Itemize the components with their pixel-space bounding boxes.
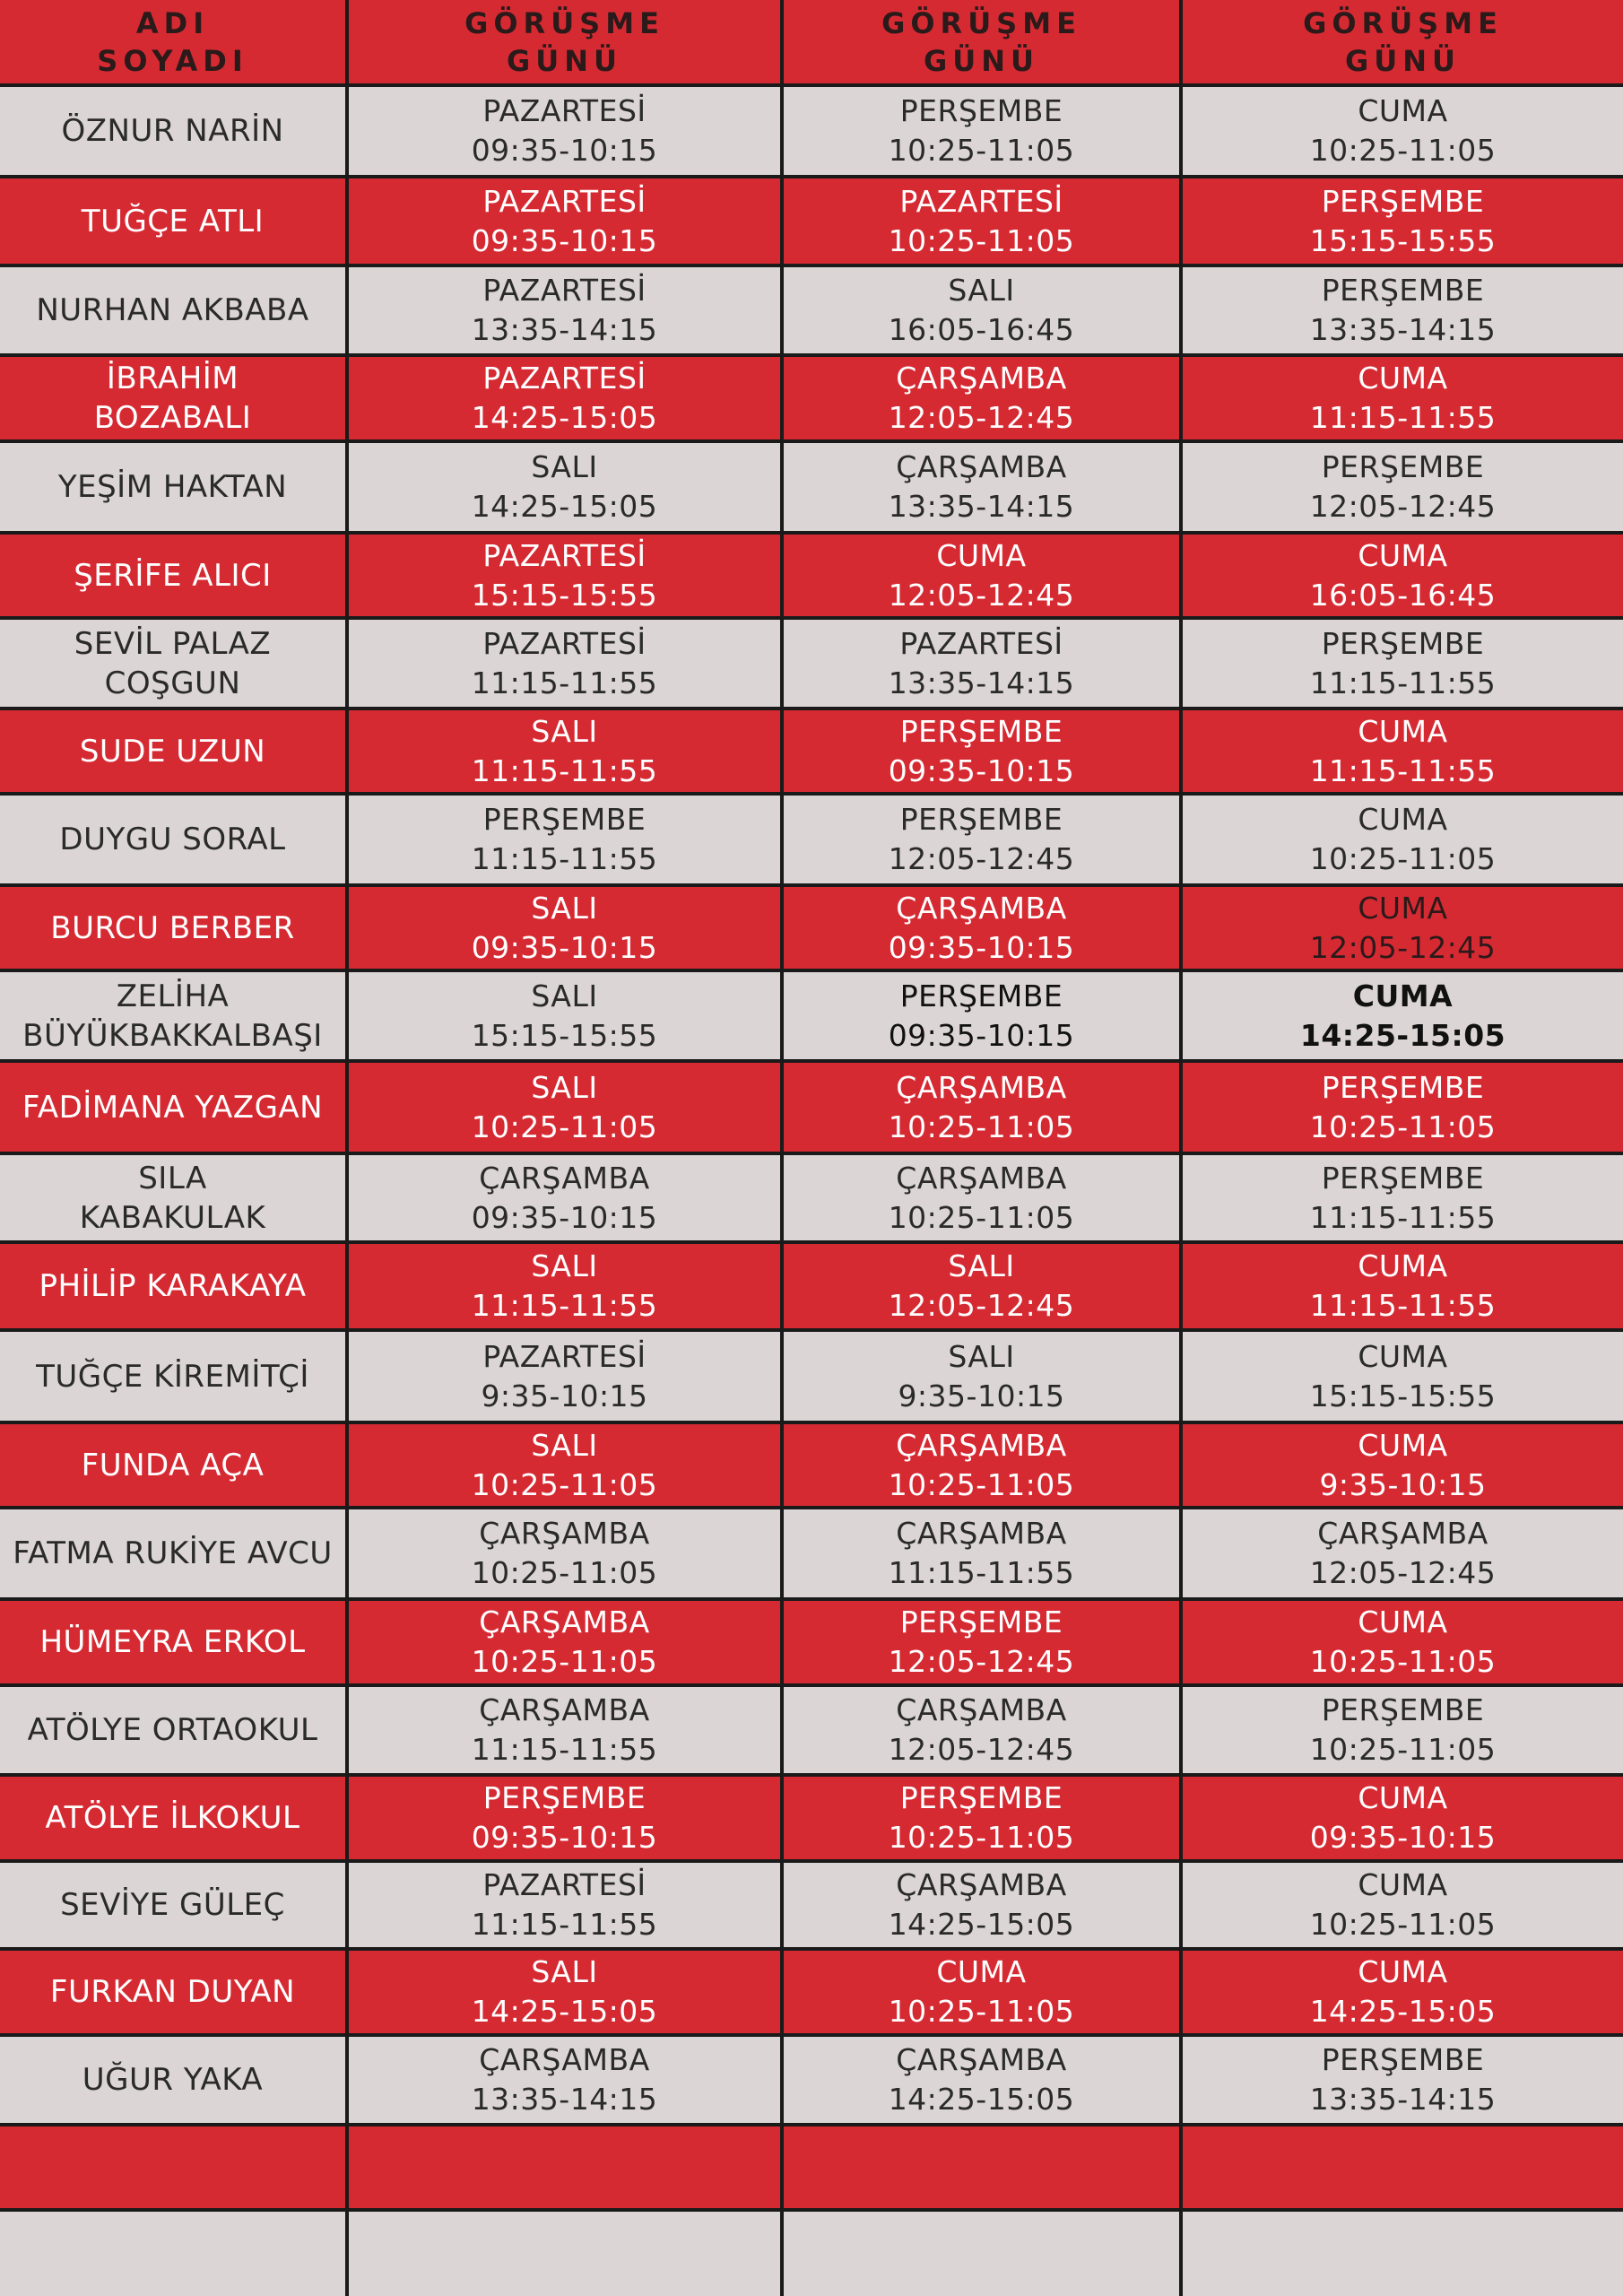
- cell-name: SEVİL PALAZ COŞGUN: [74, 625, 272, 701]
- cell-name: ATÖLYE ORTAOKUL: [27, 1712, 318, 1748]
- cell-name: NURHAN AKBABA: [36, 292, 309, 328]
- cell-name: [0, 2126, 345, 2208]
- cell-day1: SALI 15:15-15:55: [345, 972, 780, 1059]
- table-row: [0, 1863, 1623, 1951]
- cell-day3: CUMA 12:05-12:45: [1179, 887, 1623, 969]
- cell-day2: [780, 2212, 1179, 2296]
- cell-day1: PAZARTESİ 09:35-10:15: [345, 178, 780, 264]
- header-day3: GÖRÜŞME GÜNÜ: [1179, 0, 1623, 83]
- cell-day3: CUMA 10:25-11:05: [1179, 87, 1623, 175]
- table-row: [0, 1332, 1623, 1424]
- cell-name: FUNDA AÇA: [81, 1447, 265, 1483]
- cell-day3: CUMA 11:15-11:55: [1179, 1244, 1623, 1328]
- cell-day1: SALI 14:25-15:05: [345, 1951, 780, 2033]
- table-row-empty: [0, 2212, 1623, 2296]
- cell-day2: PAZARTESİ 10:25-11:05: [780, 178, 1179, 264]
- cell-day3: PERŞEMBE 11:15-11:55: [1179, 620, 1623, 707]
- cell-name: FURKAN DUYAN: [49, 1974, 296, 2010]
- cell-day2: ÇARŞAMBA 11:15-11:55: [780, 1509, 1179, 1597]
- cell-day2: CUMA 10:25-11:05: [780, 1951, 1179, 2033]
- cell-name: FADİMANA YAZGAN: [22, 1089, 324, 1126]
- cell-day1: ÇARŞAMBA 10:25-11:05: [345, 1509, 780, 1597]
- table-row: [0, 2037, 1623, 2126]
- cell-name: HÜMEYRA ERKOL: [39, 1624, 306, 1660]
- cell-day3: PERŞEMBE 12:05-12:45: [1179, 443, 1623, 531]
- cell-day2: CUMA 12:05-12:45: [780, 535, 1179, 616]
- cell-day3: CUMA 11:15-11:55: [1179, 710, 1623, 792]
- cell-day1: SALI 09:35-10:15: [345, 887, 780, 969]
- table-row: [0, 535, 1623, 620]
- table-row: [0, 1951, 1623, 2037]
- cell-day2: ÇARŞAMBA 13:35-14:15: [780, 443, 1179, 531]
- cell-day1: PAZARTESİ 11:15-11:55: [345, 1863, 780, 1947]
- table-row: [0, 887, 1623, 972]
- cell-day3: PERŞEMBE 10:25-11:05: [1179, 1687, 1623, 1773]
- cell-day3: PERŞEMBE 15:15-15:55: [1179, 178, 1623, 264]
- table-row: [0, 1424, 1623, 1509]
- cell-day1: PERŞEMBE 11:15-11:55: [345, 796, 780, 883]
- table-row: [0, 710, 1623, 796]
- header-name: ADI SOYADI: [97, 5, 248, 78]
- table-row: [0, 87, 1623, 178]
- cell-day1: PERŞEMBE 09:35-10:15: [345, 1777, 780, 1859]
- cell-name: ATÖLYE İLKOKUL: [45, 1800, 300, 1836]
- cell-name: İBRAHİM BOZABALI: [93, 361, 252, 436]
- cell-day2: ÇARŞAMBA 12:05-12:45: [780, 1687, 1179, 1773]
- table-row: [0, 972, 1623, 1063]
- cell-day3: CUMA 16:05-16:45: [1179, 535, 1623, 616]
- cell-name: BURCU BERBER: [50, 909, 295, 946]
- cell-day1: PAZARTESİ 13:35-14:15: [345, 267, 780, 353]
- cell-day3: CUMA 14:25-15:05: [1179, 972, 1623, 1059]
- cell-day2: ÇARŞAMBA 09:35-10:15: [780, 887, 1179, 969]
- cell-day3: PERŞEMBE 13:35-14:15: [1179, 267, 1623, 353]
- cell-day1: SALI 10:25-11:05: [345, 1424, 780, 1506]
- cell-day1: SALI 14:25-15:05: [345, 443, 780, 531]
- cell-day2: PERŞEMBE 12:05-12:45: [780, 1601, 1179, 1683]
- cell-day1: ÇARŞAMBA 11:15-11:55: [345, 1687, 780, 1773]
- cell-day2: ÇARŞAMBA 10:25-11:05: [780, 1063, 1179, 1152]
- table-row: [0, 1244, 1623, 1332]
- cell-day3: PERŞEMBE 10:25-11:05: [1179, 1063, 1623, 1152]
- cell-day3: CUMA 9:35-10:15: [1179, 1424, 1623, 1506]
- cell-day3: PERŞEMBE 13:35-14:15: [1179, 2037, 1623, 2123]
- cell-day3: CUMA 10:25-11:05: [1179, 1601, 1623, 1683]
- cell-day3: CUMA 10:25-11:05: [1179, 796, 1623, 883]
- cell-day1: [345, 2126, 780, 2208]
- table-row: [0, 1155, 1623, 1244]
- cell-day2: PERŞEMBE 09:35-10:15: [780, 972, 1179, 1059]
- cell-day2: ÇARŞAMBA 10:25-11:05: [780, 1155, 1179, 1240]
- cell-day1: SALI 11:15-11:55: [345, 710, 780, 792]
- cell-name: SEVİYE GÜLEÇ: [60, 1887, 285, 1923]
- cell-day2: PERŞEMBE 10:25-11:05: [780, 87, 1179, 175]
- cell-day2: SALI 9:35-10:15: [780, 1332, 1179, 1421]
- cell-day1: PAZARTESİ 11:15-11:55: [345, 620, 780, 707]
- table-row: [0, 357, 1623, 443]
- cell-day2: ÇARŞAMBA 12:05-12:45: [780, 357, 1179, 439]
- table-row-empty: [0, 2126, 1623, 2212]
- cell-day3: [1179, 2212, 1623, 2296]
- table-row: [0, 1063, 1623, 1155]
- cell-name: TUĞÇE KİREMİTÇİ: [36, 1358, 309, 1395]
- cell-day2: [780, 2126, 1179, 2208]
- cell-day1: SALI 10:25-11:05: [345, 1063, 780, 1152]
- cell-day2: SALI 16:05-16:45: [780, 267, 1179, 353]
- cell-day3: CUMA 09:35-10:15: [1179, 1777, 1623, 1859]
- cell-name: TUĞÇE ATLI: [81, 203, 265, 239]
- cell-name: SILA KABAKULAK: [79, 1160, 266, 1236]
- cell-day1: PAZARTESİ 14:25-15:05: [345, 357, 780, 439]
- cell-day2: PERŞEMBE 12:05-12:45: [780, 796, 1179, 883]
- cell-day3: CUMA 15:15-15:55: [1179, 1332, 1623, 1421]
- cell-name: ŞERİFE ALICI: [74, 557, 272, 594]
- table-row: [0, 620, 1623, 710]
- cell-name: DUYGU SORAL: [59, 822, 286, 857]
- cell-day3: CUMA 14:25-15:05: [1179, 1951, 1623, 2033]
- table-header: [0, 0, 1623, 87]
- table-row: [0, 796, 1623, 887]
- cell-day2: PAZARTESİ 13:35-14:15: [780, 620, 1179, 707]
- cell-day1: ÇARŞAMBA 10:25-11:05: [345, 1601, 780, 1683]
- table-row: [0, 1509, 1623, 1601]
- cell-day1: PAZARTESİ 9:35-10:15: [345, 1332, 780, 1421]
- cell-name: ÖZNUR NARİN: [61, 113, 284, 149]
- cell-name: PHİLİP KARAKAYA: [39, 1268, 307, 1304]
- cell-day3: ÇARŞAMBA 12:05-12:45: [1179, 1509, 1623, 1597]
- cell-name: UĞUR YAKA: [82, 2062, 264, 2098]
- cell-day1: ÇARŞAMBA 13:35-14:15: [345, 2037, 780, 2123]
- cell-name: SUDE UZUN: [79, 733, 266, 770]
- cell-name: ZELİHA BÜYÜKBAKKALBAŞI: [22, 978, 323, 1054]
- cell-day1: [345, 2212, 780, 2296]
- cell-day1: SALI 11:15-11:55: [345, 1244, 780, 1328]
- cell-day2: ÇARŞAMBA 14:25-15:05: [780, 2037, 1179, 2123]
- cell-day2: PERŞEMBE 10:25-11:05: [780, 1777, 1179, 1859]
- cell-name: YEŞİM HAKTAN: [57, 469, 288, 505]
- cell-day3: PERŞEMBE 11:15-11:55: [1179, 1155, 1623, 1240]
- cell-day3: CUMA 11:15-11:55: [1179, 357, 1623, 439]
- header-day2: GÖRÜŞME GÜNÜ: [780, 0, 1179, 83]
- table-row: [0, 178, 1623, 267]
- cell-day2: SALI 12:05-12:45: [780, 1244, 1179, 1328]
- table-row: [0, 1777, 1623, 1863]
- cell-day3: CUMA 10:25-11:05: [1179, 1863, 1623, 1947]
- cell-day2: ÇARŞAMBA 10:25-11:05: [780, 1424, 1179, 1506]
- cell-day3: [1179, 2126, 1623, 2208]
- cell-day2: ÇARŞAMBA 14:25-15:05: [780, 1863, 1179, 1947]
- table-row: [0, 1601, 1623, 1687]
- table-row: [0, 443, 1623, 535]
- cell-name: FATMA RUKİYE AVCU: [13, 1535, 333, 1571]
- cell-day1: PAZARTESİ 09:35-10:15: [345, 87, 780, 175]
- table-row: [0, 267, 1623, 357]
- cell-day2: PERŞEMBE 09:35-10:15: [780, 710, 1179, 792]
- header-day1: GÖRÜŞME GÜNÜ: [345, 0, 780, 83]
- cell-name: [0, 2212, 345, 2296]
- table-row: [0, 1687, 1623, 1777]
- cell-day1: PAZARTESİ 15:15-15:55: [345, 535, 780, 616]
- cell-day1: ÇARŞAMBA 09:35-10:15: [345, 1155, 780, 1240]
